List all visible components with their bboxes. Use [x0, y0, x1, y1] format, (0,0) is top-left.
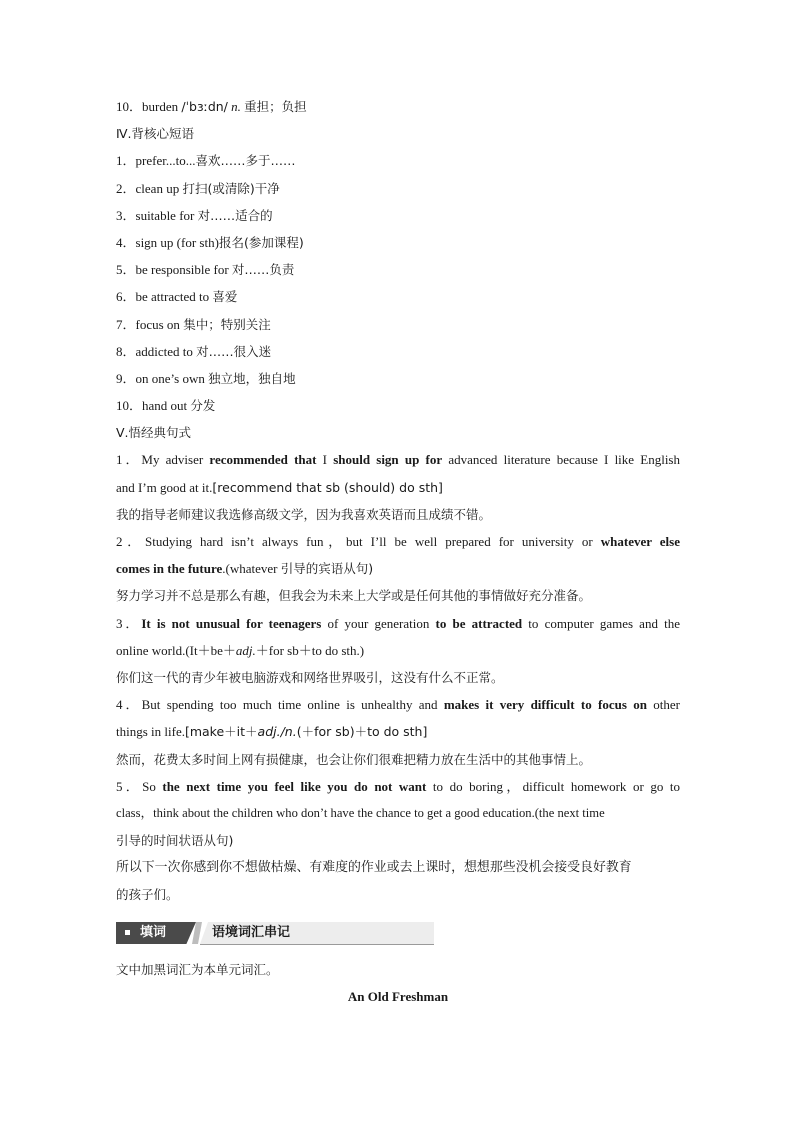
sentence-5-line-1: 5．So the next time you feel like you do not want to do boring，difficult homework or go to: [116, 778, 680, 794]
sentence-2-line-2: comes in the future.(whatever 引导的宾语从句): [116, 561, 374, 577]
sentence-2-line-1: 2．Studying hard isn’t always fun，but I’ll be well prepared for university or whatever else: [116, 534, 680, 549]
phrase-item: 9．on one’s own 独立地，独自地: [116, 370, 296, 386]
section-4-title: Ⅳ.背核心短语: [116, 126, 195, 142]
sentence-4-line-2: things in life.[make＋it＋adj./n.(＋for sb)＋to do sth]: [116, 724, 428, 740]
sentence-1-line-2: and I’m good at it.[recommend that sb (should) do sth]: [116, 479, 443, 495]
phrase-item: 8．addicted to 对……很入迷: [116, 343, 272, 359]
phrase-item: 10．hand out 分发: [116, 398, 216, 414]
sentence-4-translation: 然而，花费太多时间上网有损健康，也会让你们很难把精力放在生活中的其他事情上。: [116, 751, 592, 767]
phrase-item: 2．clean up 打扫(或清除)干净: [116, 180, 280, 196]
phrase-item: 7．focus on 集中；特别关注: [116, 316, 271, 332]
word-entry-10: 10．burden /ˈbɜːdn/ n. 重担；负担: [116, 99, 307, 114]
banner-dark-label: 填词: [140, 925, 167, 940]
banner-underline: [200, 944, 434, 945]
sentence-4-line-1: 4．But spending too much time online is unhealthy and makes it very difficult to focus on other: [116, 697, 680, 713]
sentence-2-translation: 努力学习并不总是那么有趣，但我会为未来上大学或是任何其他的事情做好充分准备。: [116, 588, 592, 604]
sentence-5-translation-1: 所以下一次你感到你不想做枯燥、有难度的作业或去上课时，想想那些没机会接受良好教育: [116, 860, 632, 876]
sentence-5-line-2: class，think about the children who don’t have the chance to get a good education.(the next time: [116, 805, 605, 820]
article-title: An Old Freshman: [347, 989, 449, 1005]
sentence-5-translation-2: 的孩子们。: [116, 887, 179, 903]
phrase-item: 5．be responsible for 对……负责: [116, 262, 295, 278]
square-bullet-icon: [125, 930, 130, 935]
section-banner: [116, 921, 434, 945]
sentence-3-translation: 你们这一代的青少年被电脑游戏和网络世界吸引，这没有什么不正常。: [116, 669, 504, 685]
sentence-1-translation: 我的指导老师建议我选修高级文学，因为我喜欢英语而且成绩不错。: [116, 506, 492, 522]
main-content: [116, 93, 680, 909]
phrase-item: 3．suitable for 对……适合的: [116, 207, 273, 223]
section-5-title: Ⅴ.悟经典句式: [116, 425, 192, 441]
article-intro: [116, 956, 680, 1010]
phrase-item: 4．sign up (for sth)报名(参加课程): [116, 234, 304, 250]
phrase-item: 6．be attracted to 喜爱: [116, 289, 238, 305]
sentence-3-line-2: online world.(It＋be＋adj.＋for sb＋to do sth.): [116, 642, 365, 658]
sentence-5-line-3: 引导的时间状语从句): [116, 833, 234, 849]
sentence-1-line-1: 1．My adviser recommended that I should sign up for advanced literature because I like English: [116, 452, 680, 468]
sentence-3-line-1: 3．It is not unusual for teenagers of your generation to be attracted to computer games and the: [116, 615, 680, 631]
banner-light-label: 语境词汇串记: [212, 925, 291, 940]
intro-text: 文中加黑词汇为本单元词汇。: [116, 962, 279, 977]
phrase-item: 1．prefer...to...喜欢……多于……: [116, 153, 296, 169]
